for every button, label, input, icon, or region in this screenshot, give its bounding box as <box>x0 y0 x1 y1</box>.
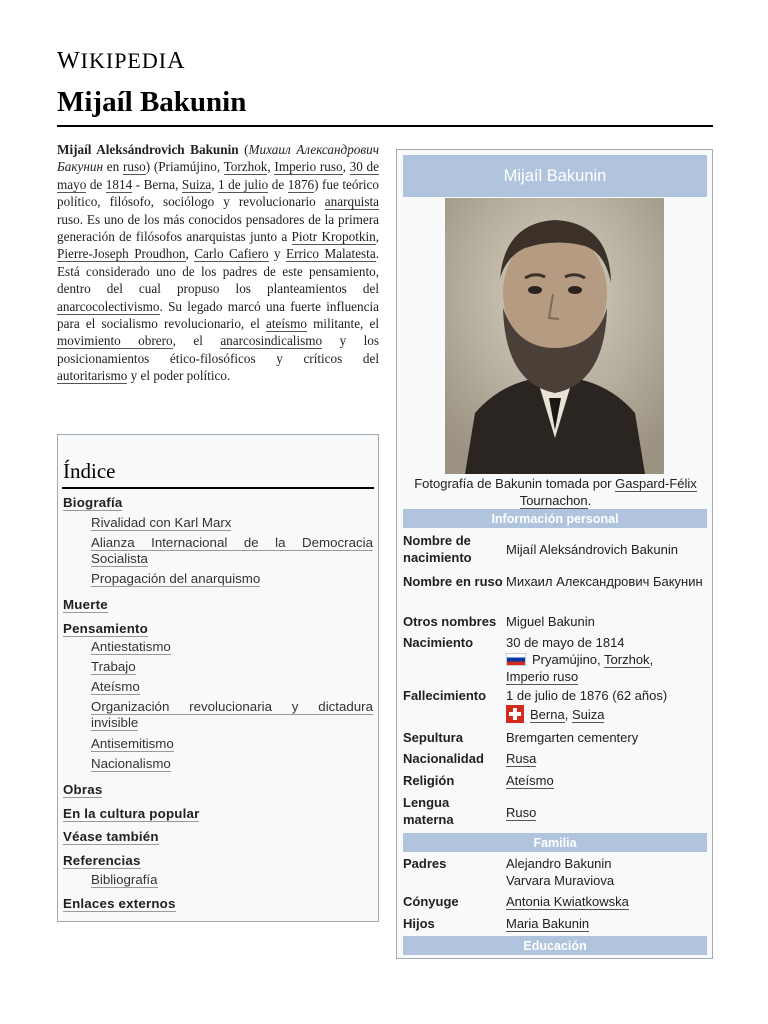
lead-text: de <box>86 176 106 192</box>
label-spouse: Cónyuge <box>403 894 459 909</box>
portrait-illustration <box>445 198 664 474</box>
lead-text: en <box>103 159 123 175</box>
lead-text: y <box>268 246 287 262</box>
link-imperio-ruso[interactable]: Imperio ruso <box>274 159 343 175</box>
label-nationality: Nacionalidad <box>403 751 484 766</box>
toc-item-antisemitismo[interactable]: Antisemitismo <box>91 736 174 751</box>
label-religion: Religión <box>403 773 455 788</box>
link-piotr-kropotkin[interactable]: Piotr Kropotkin <box>291 229 376 245</box>
link-nationality[interactable]: Rusa <box>506 751 537 766</box>
value-mother-tongue-wrapper <box>506 804 706 821</box>
lead-text: , <box>185 246 195 262</box>
logo-letter-first: W <box>57 48 81 74</box>
section-header-personal: Información personal <box>403 509 707 528</box>
logo-letter-last: A <box>167 48 186 74</box>
label-other-names: Otros nombres <box>403 614 497 629</box>
link-1876[interactable]: 1876 <box>287 176 315 192</box>
label-children: Hijos <box>403 916 435 931</box>
value-nationality-wrapper <box>506 750 706 767</box>
toc-item-bibliografia[interactable]: Bibliografía <box>91 872 158 887</box>
value-religion-wrapper <box>506 772 706 789</box>
lead-text: ruso. Es uno de los más conocidos pensadores de la primera generación de filósofos anarquistas junto a <box>57 211 379 245</box>
lead-text: ) fue teórico político, filósofo, sociólogo y revolucionario <box>57 176 379 210</box>
link-mother-tongue[interactable]: Ruso <box>506 805 537 820</box>
page-title: Mijaíl Bakunin <box>57 86 247 118</box>
table-of-contents <box>57 434 379 922</box>
value-birth-name: Mijaíl Aleksándrovich Bakunin <box>506 542 678 557</box>
link-anarquista[interactable]: anarquista <box>324 194 379 210</box>
lead-text: . Está considerado uno de los padres de este pensamiento, dentro del cual propuso los planteamientos del <box>57 246 380 297</box>
toc-item-obras[interactable]: Obras <box>63 782 103 797</box>
link-movimiento-obrero[interactable]: movimiento obrero <box>57 333 173 349</box>
birth-date: 30 de mayo de 1814 <box>506 635 625 650</box>
subject-name: Mijaíl Aleksándrovich Bakunin <box>57 142 239 157</box>
caption-end: . <box>587 492 592 508</box>
link-death-suiza[interactable]: Suiza <box>571 707 605 722</box>
value-death <box>506 687 706 723</box>
link-errico-malatesta[interactable]: Errico Malatesta <box>286 246 376 262</box>
section-header-education: Educación <box>403 936 707 955</box>
link-spouse[interactable]: Antonia Kwiatkowska <box>506 894 629 909</box>
toc-item-biografia[interactable]: Biografía <box>63 495 123 510</box>
link-death-berna[interactable]: Berna <box>530 707 565 722</box>
lead-text: - Berna, <box>132 176 182 192</box>
toc-title: Índice <box>63 459 116 483</box>
toc-item-organizacion-revolucionaria[interactable]: Organización revolucionaria y dictadura invisible <box>91 699 373 730</box>
lead-text: . Su legado marcó una fuerte influencia para el socialismo revolucionario, el <box>57 298 379 332</box>
toc-item-alianza-internacional[interactable]: Alianza Internacional de la Democracia Socialista <box>91 535 373 566</box>
lead-text: , <box>342 159 350 175</box>
link-torzhok[interactable]: Torzhok <box>223 159 268 175</box>
link-religion[interactable]: Ateísmo <box>506 773 554 788</box>
link-suiza[interactable]: Suiza <box>181 176 212 192</box>
link-proudhon[interactable]: Pierre-Joseph Proudhon <box>57 246 186 262</box>
toc-item-cultura-popular[interactable]: En la cultura popular <box>63 806 200 821</box>
parent-mother: Varvara Muraviova <box>506 873 615 888</box>
logo-letters-middle: IKIPEDI <box>80 48 168 73</box>
link-autoritarismo[interactable]: autoritarismo <box>57 368 128 384</box>
link-children[interactable]: Maria Bakunin <box>506 916 590 931</box>
section-header-family: Familia <box>403 833 707 852</box>
link-ruso[interactable]: ruso <box>122 159 146 175</box>
label-parents: Padres <box>403 856 447 871</box>
lead-text: ) (Priamújino, <box>145 159 224 175</box>
lead-text: , <box>375 229 380 245</box>
value-birth: 30 de mayo de 1814 Pryamújino, Torzhok, Imperio ruso <box>506 634 706 685</box>
lead-text: militante, el <box>307 316 379 332</box>
link-carlo-cafiero[interactable]: Carlo Cafiero <box>194 246 269 262</box>
birth-place-town: Pryamújino <box>532 652 598 667</box>
label-mother-tongue: Lengua materna <box>403 795 454 827</box>
value-burial: Bremgarten cementery <box>506 730 639 745</box>
value-parents <box>506 855 706 889</box>
lead-text: , el <box>172 333 221 349</box>
toc-item-nacionalismo[interactable]: Nacionalismo <box>91 756 171 771</box>
link-30-de-mayo[interactable]: 30 de mayo <box>57 159 380 192</box>
toc-item-pensamiento[interactable]: Pensamiento <box>63 621 148 636</box>
toc-item-propagacion-anarquismo[interactable]: Propagación del anarquismo <box>91 571 261 586</box>
separator: , <box>564 707 572 722</box>
toc-item-antiestatismo[interactable]: Antiestatismo <box>91 639 171 654</box>
toc-item-rivalidad-marx[interactable]: Rivalidad con Karl Marx <box>91 515 232 530</box>
toc-item-ateismo[interactable]: Ateísmo <box>91 679 140 694</box>
infobox-title: Mijaíl Bakunin <box>403 155 707 197</box>
label-russian-name: Nombre en ruso <box>403 574 503 589</box>
link-anarcosindicalismo[interactable]: anarcosindicalismo <box>220 333 323 349</box>
label-death: Fallecimiento <box>403 688 487 703</box>
value-other-names: Miguel Bakunin <box>506 614 595 629</box>
label-birth-name: Nombre de nacimiento <box>403 533 472 565</box>
value-children-wrapper <box>506 915 706 932</box>
lead-text: y el poder político. <box>127 368 231 384</box>
lead-text: , <box>211 176 219 192</box>
label-birth: Nacimiento <box>403 635 474 650</box>
infobox <box>396 149 713 959</box>
lead-paragraph <box>57 141 379 385</box>
wikipedia-logo[interactable] <box>57 48 185 75</box>
link-1814[interactable]: 1814 <box>105 176 133 192</box>
death-date: 1 de julio de 1876 (62 años) <box>506 688 668 703</box>
label-burial: Sepultura <box>403 730 463 745</box>
lead-text: y los posicionamientos ético-filosóficos y críticos del <box>57 333 379 366</box>
title-divider <box>57 125 713 127</box>
russia-flag-icon <box>506 653 526 666</box>
toc-divider <box>62 487 374 489</box>
link-1-de-julio[interactable]: 1 de julio <box>218 176 269 192</box>
toc-item-enlaces-externos[interactable]: Enlaces externos <box>63 896 176 911</box>
switzerland-flag-icon <box>506 705 524 723</box>
lead-text: , <box>267 159 275 175</box>
value-spouse-wrapper <box>506 893 706 910</box>
toc-item-vease-tambien[interactable]: Véase también <box>63 829 159 844</box>
link-ateismo[interactable]: ateísmo <box>266 316 308 332</box>
separator: , <box>597 652 605 667</box>
lead-text: ( <box>238 142 249 157</box>
toc-item-referencias[interactable]: Referencias <box>63 853 141 868</box>
photo-caption <box>401 476 710 509</box>
portrait-photo[interactable] <box>445 198 664 474</box>
caption-text: Fotografía de Bakunin tomada por <box>414 476 616 491</box>
value-russian-name: Михаил Александрович Бакунин <box>506 574 703 589</box>
link-birth-torzhok[interactable]: Torzhok <box>604 652 650 667</box>
parent-father: Alejandro Bakunin <box>506 856 612 871</box>
lead-text: de <box>268 176 288 192</box>
toc-item-muerte[interactable]: Muerte <box>63 597 108 612</box>
link-birth-imperio-ruso[interactable]: Imperio ruso <box>506 669 579 684</box>
toc-item-trabajo[interactable]: Trabajo <box>91 659 136 674</box>
subject-name-russian: Михаил Александрович Бакунин <box>57 142 379 175</box>
link-tournachon[interactable]: Gaspard-Félix Tournachon <box>519 476 697 508</box>
link-anarcocolectivismo[interactable]: anarcocolectivismo <box>57 298 160 314</box>
